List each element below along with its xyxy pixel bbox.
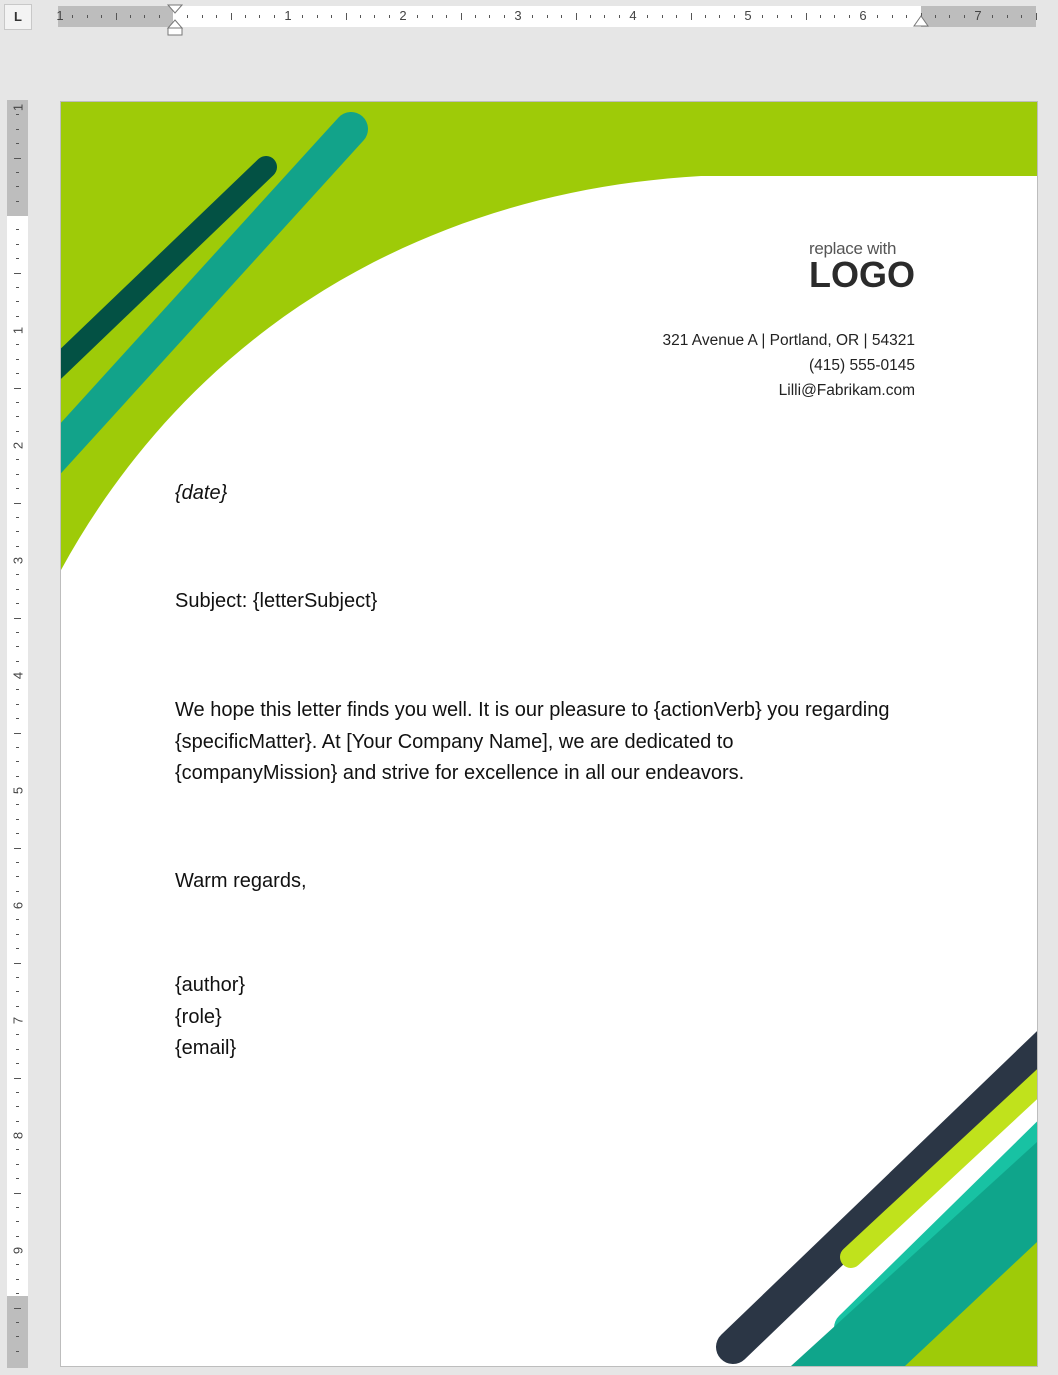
ruler-tick (144, 15, 145, 18)
ruler-tick (892, 15, 893, 18)
ruler-tick (101, 15, 102, 18)
ruler-tick (216, 15, 217, 18)
ruler-tick (346, 13, 347, 20)
ruler-number: 3 (514, 8, 522, 23)
ruler-tick (16, 1221, 19, 1222)
body-line-1: We hope this letter finds you well. It is our pleasure to {actionVerb} you regarding (175, 699, 890, 721)
ruler-tick (16, 891, 19, 892)
ruler-tick (16, 876, 19, 877)
ruler-tick (734, 15, 735, 18)
ruler-tick (619, 15, 620, 18)
ruler-tick (187, 15, 188, 18)
ruler-tick (16, 316, 19, 317)
ruler-tick (676, 15, 677, 18)
ruler-tick (16, 474, 19, 475)
ruler-tick (16, 517, 19, 518)
ruler-tick (16, 546, 19, 547)
ruler-tick (16, 172, 19, 173)
ruler-number: 1 (10, 103, 26, 112)
ruler-tick (705, 15, 706, 18)
ruler-tick (16, 776, 19, 777)
ruler-tick (16, 129, 19, 130)
ruler-number: 1 (10, 326, 26, 335)
ruler-tick (14, 158, 21, 159)
ruler-tick (274, 15, 275, 18)
ruler-tick (302, 15, 303, 18)
ruler-tick (604, 15, 605, 18)
ruler-tick (806, 13, 807, 20)
email-field: {email} (175, 1037, 237, 1059)
ruler-tick (16, 761, 19, 762)
ruler-tick (647, 15, 648, 18)
ruler-tick (16, 488, 19, 489)
author-field: {author} (175, 974, 246, 996)
ruler-tick (14, 273, 21, 274)
ruler-tick (16, 1121, 19, 1122)
ruler-tick (317, 15, 318, 18)
ruler-tick (16, 603, 19, 604)
ruler-tick (16, 359, 19, 360)
ruler-tick (14, 388, 21, 389)
ruler-number: 9 (10, 1246, 26, 1255)
ruler-tick (16, 244, 19, 245)
ruler-tick (820, 15, 821, 18)
ruler-tick (504, 15, 505, 18)
tab-stop-selector[interactable]: L (4, 4, 32, 30)
ruler-tick (16, 589, 19, 590)
ruler-tick (16, 1178, 19, 1179)
ruler-tick (16, 301, 19, 302)
ruler-tick (16, 229, 19, 230)
ruler-tick (16, 186, 19, 187)
ruler-tick (16, 1106, 19, 1107)
ruler-tick (14, 1078, 21, 1079)
ruler-tick (14, 848, 21, 849)
ruler-tick (992, 15, 993, 18)
logo-big-text: LOGO (809, 254, 915, 295)
ruler-tick (849, 15, 850, 18)
ruler-tick (360, 15, 361, 18)
ruler-tick (662, 15, 663, 18)
ruler-number: 1 (284, 8, 292, 23)
ruler-tick (762, 15, 763, 18)
ruler-tick (16, 833, 19, 834)
email-line: Lilli@Fabrikam.com (778, 382, 915, 399)
horizontal-ruler[interactable] (58, 6, 1036, 27)
ruler-tick (719, 15, 720, 18)
ruler-tick (561, 15, 562, 18)
ruler-tick (791, 15, 792, 18)
ruler-tick (16, 1336, 19, 1337)
ruler-tick (16, 1049, 19, 1050)
ruler-tick (16, 1264, 19, 1265)
ruler-tick (14, 618, 21, 619)
ruler-tick (16, 1322, 19, 1323)
ruler-tick (1007, 15, 1008, 18)
ruler-tick (16, 934, 19, 935)
ruler-tick (16, 689, 19, 690)
ruler-tick (16, 1034, 19, 1035)
ruler-tick (16, 919, 19, 920)
ruler-bottom-margin (7, 1296, 28, 1368)
ruler-tick (16, 991, 19, 992)
ruler-number: 4 (629, 8, 637, 23)
ruler-tick (16, 1092, 19, 1093)
ruler-tick (231, 13, 232, 20)
subject-line: Subject: {letterSubject} (175, 590, 378, 612)
ruler-tick (331, 15, 332, 18)
ruler-tick (906, 15, 907, 18)
ruler-tick (16, 1293, 19, 1294)
ruler-tick (16, 1164, 19, 1165)
ruler-tick (532, 15, 533, 18)
ruler-tick (16, 646, 19, 647)
ruler-tick (16, 574, 19, 575)
ruler-tick (16, 1063, 19, 1064)
logo-placeholder[interactable] (809, 239, 915, 295)
ruler-tick (547, 15, 548, 18)
ruler-number: 8 (10, 1131, 26, 1140)
ruler-number: 3 (10, 556, 26, 565)
ruler-tick (16, 402, 19, 403)
ruler-tick (16, 416, 19, 417)
ruler-tick (16, 862, 19, 863)
ruler-tick (935, 15, 936, 18)
ruler-tick (489, 15, 490, 18)
ruler-tick (877, 15, 878, 18)
ruler-number: 5 (10, 786, 26, 795)
date-field: {date} (175, 482, 228, 504)
ruler-tick (14, 503, 21, 504)
ruler-number: 1 (56, 8, 64, 23)
right-indent-marker-icon[interactable] (913, 14, 929, 30)
contact-block (662, 328, 915, 403)
role-field: {role} (175, 1006, 222, 1028)
ruler-tick (417, 15, 418, 18)
ruler-tick (16, 201, 19, 202)
ruler-number: 6 (10, 901, 26, 910)
ruler-tick (16, 819, 19, 820)
ruler-tick (14, 1308, 21, 1309)
ruler-tick (16, 431, 19, 432)
logo-small-text: replace with (809, 239, 897, 258)
ruler-tick (16, 632, 19, 633)
ruler-tick (949, 15, 950, 18)
ruler-tick (202, 15, 203, 18)
ruler-tick (1021, 15, 1022, 18)
ruler-number: 7 (10, 1016, 26, 1025)
ruler-tick (16, 459, 19, 460)
ruler-tick (259, 15, 260, 18)
ruler-tick (14, 733, 21, 734)
ruler-number: 2 (10, 441, 26, 450)
ruler-tick (16, 1006, 19, 1007)
ruler-tick (16, 1279, 19, 1280)
ruler-tick (16, 287, 19, 288)
ruler-tick (16, 1351, 19, 1352)
ruler-tick (389, 15, 390, 18)
ruler-tick (576, 13, 577, 20)
ruler-tick (14, 963, 21, 964)
ruler-tick (691, 13, 692, 20)
ruler-tick (16, 661, 19, 662)
ruler-tick (16, 704, 19, 705)
ruler-number: 7 (974, 8, 982, 23)
address-line: 321 Avenue A | Portland, OR | 54321 (662, 332, 915, 349)
ruler-tick (777, 15, 778, 18)
ruler-tick (16, 373, 19, 374)
ruler-tick (14, 1193, 21, 1194)
ruler-tick (130, 15, 131, 18)
ruler-tick (1036, 13, 1037, 20)
ruler-tick (16, 747, 19, 748)
ruler-tick (16, 344, 19, 345)
ruler-tick (16, 977, 19, 978)
ruler-number: 4 (10, 671, 26, 680)
ruler-tick (16, 1207, 19, 1208)
ruler-tick (432, 15, 433, 18)
ruler-tick (16, 531, 19, 532)
ruler-tick (446, 15, 447, 18)
closing-line: Warm regards, (175, 870, 307, 892)
ruler-number: 2 (399, 8, 407, 23)
vertical-ruler[interactable] (7, 100, 28, 1368)
ruler-tick (159, 15, 160, 18)
ruler-tick (16, 143, 19, 144)
indent-marker-icon[interactable] (166, 4, 184, 36)
ruler-tick (16, 804, 19, 805)
ruler-tick (834, 15, 835, 18)
ruler-tick (590, 15, 591, 18)
ruler-number: 5 (744, 8, 752, 23)
ruler-tick (374, 15, 375, 18)
ruler-tick (475, 15, 476, 18)
ruler-tick (245, 15, 246, 18)
ruler-tick (461, 13, 462, 20)
ruler-tick (16, 258, 19, 259)
ruler-tick (964, 15, 965, 18)
ruler-tick (87, 15, 88, 18)
ruler-tick (16, 1149, 19, 1150)
phone-line: (415) 555-0145 (809, 357, 915, 374)
ruler-tick (16, 948, 19, 949)
ruler-number: 6 (859, 8, 867, 23)
ruler-tick (16, 1236, 19, 1237)
body-line-2: {specificMatter}. At [Your Company Name], we are dedicated to (175, 731, 734, 753)
document-page[interactable] (60, 101, 1038, 1367)
ruler-tick (72, 15, 73, 18)
body-line-3: {companyMission} and strive for excellence in all our endeavors. (175, 762, 745, 784)
ruler-tick (16, 718, 19, 719)
ruler-tick (116, 13, 117, 20)
